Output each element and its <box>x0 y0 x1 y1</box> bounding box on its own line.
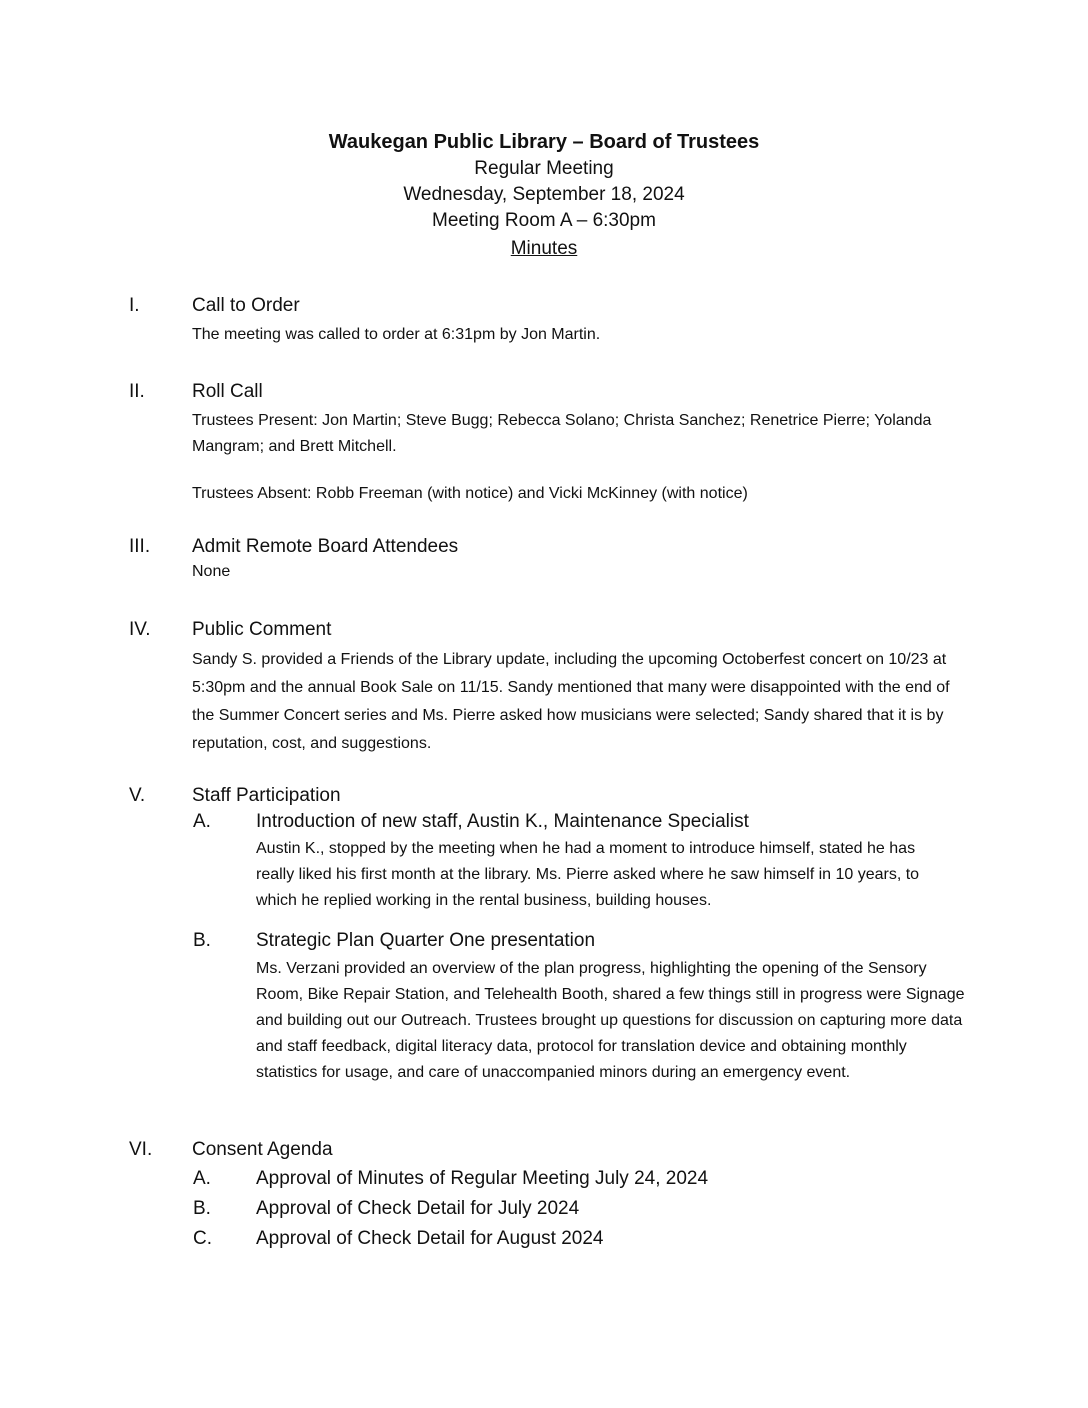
meeting-location-time: Meeting Room A – 6:30pm <box>432 210 656 231</box>
item-heading-new-staff: Introduction of new staff, Austin K., Maintenance Specialist <box>256 811 749 832</box>
section-heading-public-comment: Public Comment <box>192 619 332 640</box>
section-numeral: V. <box>129 785 146 806</box>
item-heading-check-detail-august: Approval of Check Detail for August 2024 <box>256 1228 604 1249</box>
section-heading-call-to-order: Call to Order <box>192 295 300 316</box>
minutes-label: Minutes <box>510 238 578 259</box>
section-numeral: I. <box>129 295 140 316</box>
item-text-new-staff: Austin K., stopped by the meeting when he had a moment to introduce himself, stated he has really liked his first month at the library. Ms. Pierre asked where he saw himself in 10 years, to which he replied working in the rental business, building houses. <box>256 840 920 909</box>
section-paragraph: None <box>192 563 231 580</box>
meeting-type: Regular Meeting <box>474 158 614 179</box>
section-paragraph: The meeting was called to order at 6:31pm by Jon Martin. <box>192 326 601 343</box>
item-heading-minutes-approval: Approval of Minutes of Regular Meeting July 24, 2024 <box>256 1168 709 1189</box>
trustees-present: Trustees Present: Jon Martin; Steve Bugg; Rebecca Solano; Christa Sanchez; Renetrice Pierre; Yolanda Mangram; and Brett Mitchell. <box>192 412 932 455</box>
section-heading-staff-participation: Staff Participation <box>192 785 341 806</box>
section-numeral: IV. <box>129 619 151 640</box>
item-letter: A. <box>193 811 211 832</box>
item-letter: C. <box>193 1228 212 1249</box>
public-comment-paragraph: Sandy S. provided a Friends of the Library update, including the upcoming Octoberfest concert on 10/23 at 5:30pm and the annual Book Sale on 11/15. Sandy mentioned that many were disappointed with the end of the Summer Concert series and Ms. Pierre asked how musicians were selected; Sandy shared that it is by reputation, cost, and suggestions. <box>192 651 950 752</box>
trustees-absent: Trustees Absent: Robb Freeman (with notice) and Vicki McKinney (with notice) <box>192 485 748 502</box>
item-heading-check-detail-july: Approval of Check Detail for July 2024 <box>256 1198 580 1219</box>
item-text-strategic-plan: Ms. Verzani provided an overview of the plan progress, highlighting the opening of the Sensory Room, Bike Repair Station, and Telehealth Booth, shared a few things still in progress were Signage and building out our Outreach. Trustees brought up questions for discussion on capturing more data and staff feedback, digital literacy data, protocol for translation device and obtaining monthly statistics for usage, and care of unaccompanied minors during an emergency event. <box>256 960 965 1081</box>
document-title: Waukegan Public Library – Board of Trustees <box>328 131 760 153</box>
item-heading-strategic-plan: Strategic Plan Quarter One presentation <box>256 930 596 951</box>
section-numeral: VI. <box>129 1139 153 1160</box>
section-numeral: II. <box>129 381 145 402</box>
section-heading-consent-agenda: Consent Agenda <box>192 1139 333 1160</box>
section-heading-remote-attendees: Admit Remote Board Attendees <box>192 536 459 557</box>
item-letter: A. <box>193 1168 211 1189</box>
section-heading-roll-call: Roll Call <box>192 381 263 402</box>
meeting-date: Wednesday, September 18, 2024 <box>403 184 685 205</box>
item-letter: B. <box>193 930 211 951</box>
item-letter: B. <box>193 1198 211 1219</box>
section-numeral: III. <box>129 536 151 557</box>
